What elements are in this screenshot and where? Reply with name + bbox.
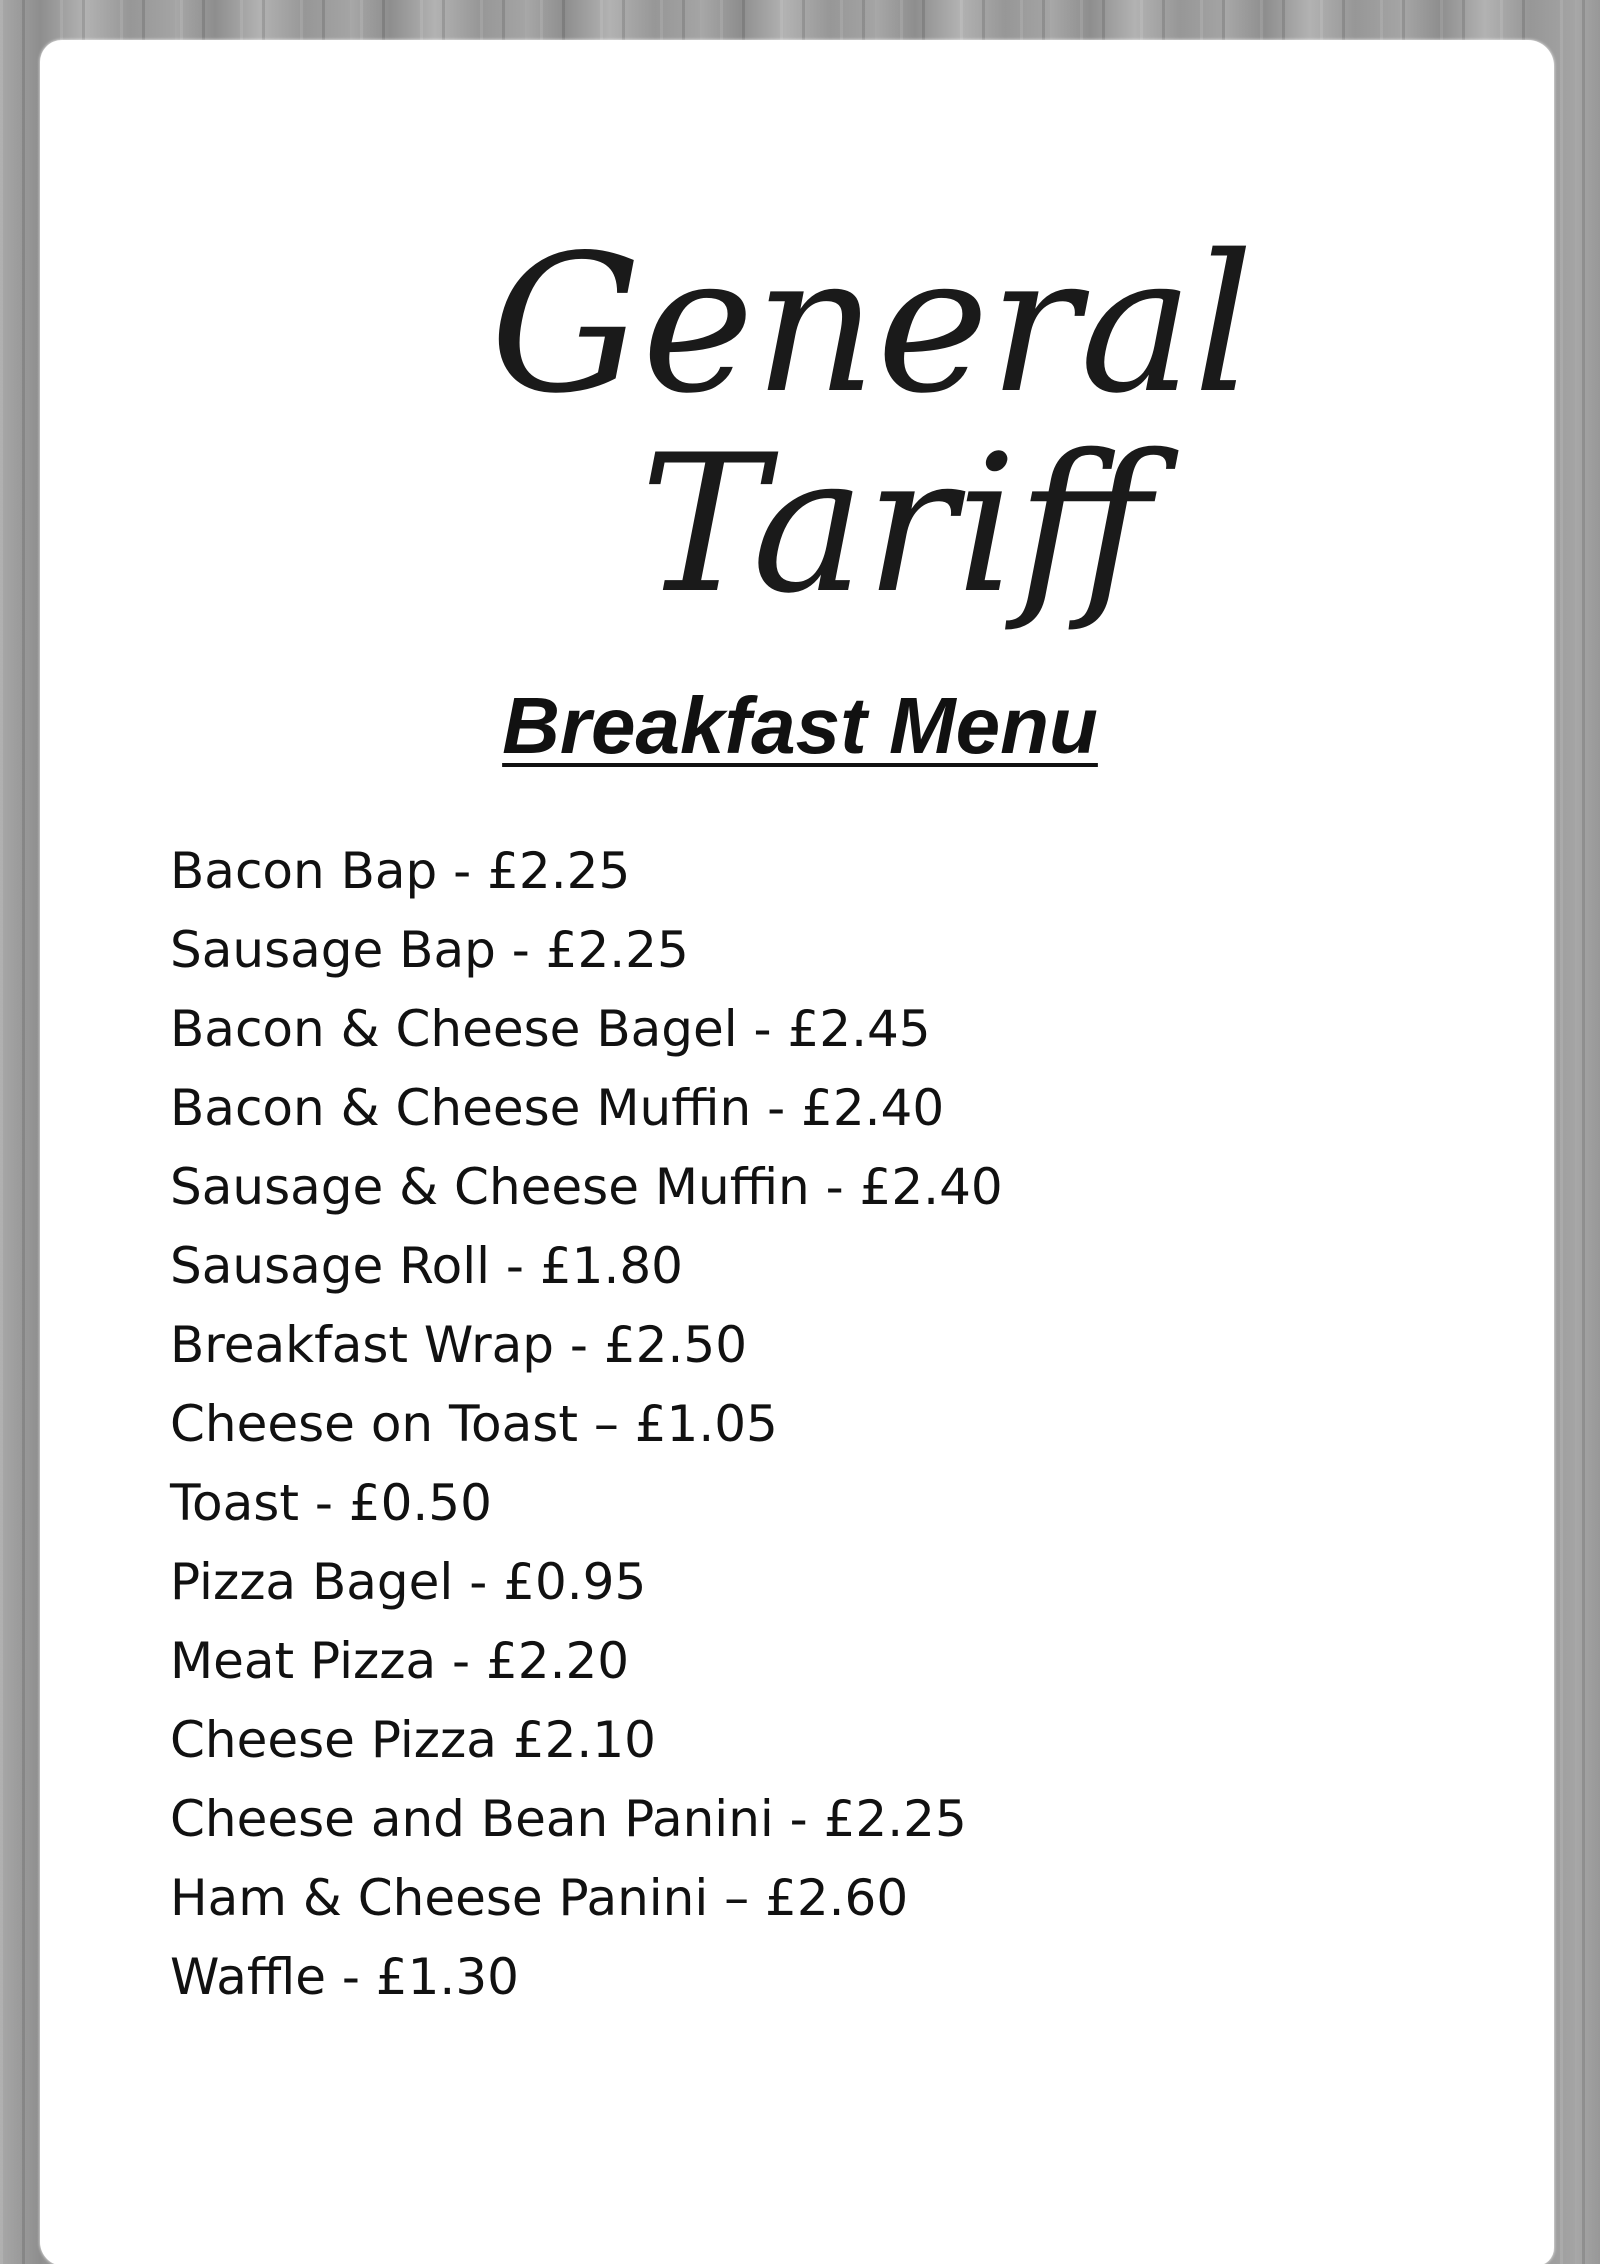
title-line-1: General [490, 214, 1254, 435]
menu-item: Waffle - £1.30 [170, 1948, 519, 2006]
menu-item: Sausage & Cheese Muffin - £2.40 [170, 1158, 1003, 1216]
menu-item: Toast - £0.50 [170, 1474, 492, 1532]
menu-item: Meat Pizza - £2.20 [170, 1632, 630, 1690]
menu-heading-text: Breakfast Menu [502, 681, 1098, 770]
menu-item: Cheese Pizza £2.10 [170, 1711, 656, 1769]
menu-item: Bacon Bap - £2.25 [170, 842, 631, 900]
menu-item: Sausage Roll - £1.80 [170, 1237, 683, 1295]
menu-heading [0, 676, 1600, 776]
title-line-2: Tariff [640, 414, 1152, 635]
title-script [470, 160, 1254, 640]
menu-item: Cheese and Bean Panini - £2.25 [170, 1790, 967, 1848]
menu-item: Bacon & Cheese Bagel - £2.45 [170, 1000, 931, 1058]
menu-item: Sausage Bap - £2.25 [170, 921, 689, 979]
menu-item: Breakfast Wrap - £2.50 [170, 1316, 748, 1374]
menu-item: Pizza Bagel - £0.95 [170, 1553, 647, 1611]
menu-list [170, 832, 1003, 2017]
menu-item: Ham & Cheese Panini – £2.60 [170, 1869, 909, 1927]
menu-item: Bacon & Cheese Muffin - £2.40 [170, 1079, 945, 1137]
menu-item: Cheese on Toast – £1.05 [170, 1395, 778, 1453]
